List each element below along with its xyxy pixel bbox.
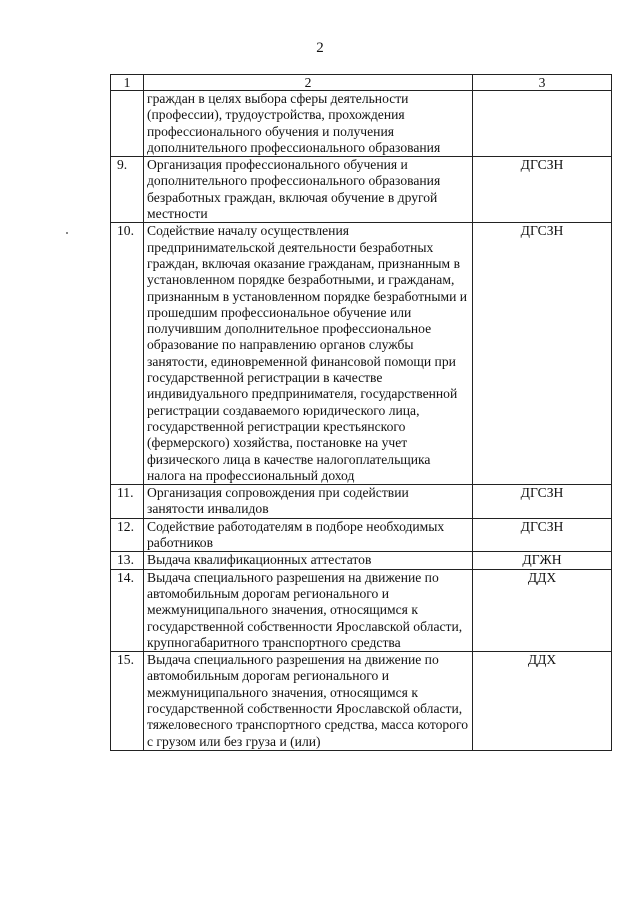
- row-text: Выдача специального разрешения на движение по автомобильным дорогам регионального и межмуниципального значения, относящимся к государственной собственности Ярославской области, крупногабаритного транспортного средства: [144, 569, 473, 651]
- row-text: граждан в целях выбора сферы деятельности (профессии), трудоустройства, прохождения профессионального обучения и получения дополнительного профессионального образования: [144, 91, 473, 157]
- row-number: 12.: [111, 518, 144, 552]
- row-agency: ДГЖН: [473, 552, 612, 569]
- row-agency: [473, 91, 612, 157]
- services-table: [110, 74, 612, 751]
- row-number: 10.: [111, 223, 144, 485]
- row-number: 9.: [111, 157, 144, 223]
- page-number: 2: [316, 40, 324, 56]
- row-number: 11.: [111, 485, 144, 519]
- row-text: Организация сопровождения при содействии занятости инвалидов: [144, 485, 473, 519]
- row-text: Выдача специального разрешения на движение по автомобильным дорогам регионального и межмуниципального значения, относящимся к государственной собственности Ярославской области, тяжеловесного транспортного средства, масса которого с грузом или без груза и (или): [144, 652, 473, 751]
- header-col-1: 1: [111, 75, 144, 91]
- header-col-2: 2: [144, 75, 473, 91]
- table-row: [111, 552, 612, 569]
- row-text: Организация профессионального обучения и дополнительного профессионального образования безработных граждан, включая обучение в другой местности: [144, 157, 473, 223]
- row-number: 14.: [111, 569, 144, 651]
- row-number: 13.: [111, 552, 144, 569]
- row-agency: ДГСЗН: [473, 518, 612, 552]
- header-col-3: 3: [473, 75, 612, 91]
- row-agency: ДГСЗН: [473, 157, 612, 223]
- row-number: 15.: [111, 652, 144, 751]
- row-text: Выдача квалификационных аттестатов: [144, 552, 473, 569]
- row-agency: ДГСЗН: [473, 223, 612, 485]
- row-agency: ДДХ: [473, 569, 612, 651]
- row-agency: ДДХ: [473, 652, 612, 751]
- table-row: [111, 518, 612, 552]
- table-row: [111, 652, 612, 751]
- row-text: Содействие началу осуществления предпринимательской деятельности безработных граждан, включая оказание гражданам, признанным в установленном порядке безработными, и гражданам, признанным в установленном порядке безработными и прошедшим профессиональное обучение или получившим дополнительное профессиональное образование по направлению органов службы занятости, единовременной финансовой помощи при государственной регистрации в качестве индивидуального предпринимателя, государственной регистрации создаваемого юридического лица, государственной регистрации крестьянского (фермерского) хозяйства, постановке на учет физического лица в качестве налогоплательщика налога на профессиональный доход: [144, 223, 473, 485]
- row-number: [111, 91, 144, 157]
- row-text: Содействие работодателям в подборе необходимых работников: [144, 518, 473, 552]
- table-header-row: [111, 75, 612, 91]
- table-row: [111, 569, 612, 651]
- margin-mark: [66, 232, 68, 234]
- table-row-continuation: [111, 91, 612, 157]
- table-row: [111, 157, 612, 223]
- table-row: [111, 223, 612, 485]
- row-agency: ДГСЗН: [473, 485, 612, 519]
- table-row: [111, 485, 612, 519]
